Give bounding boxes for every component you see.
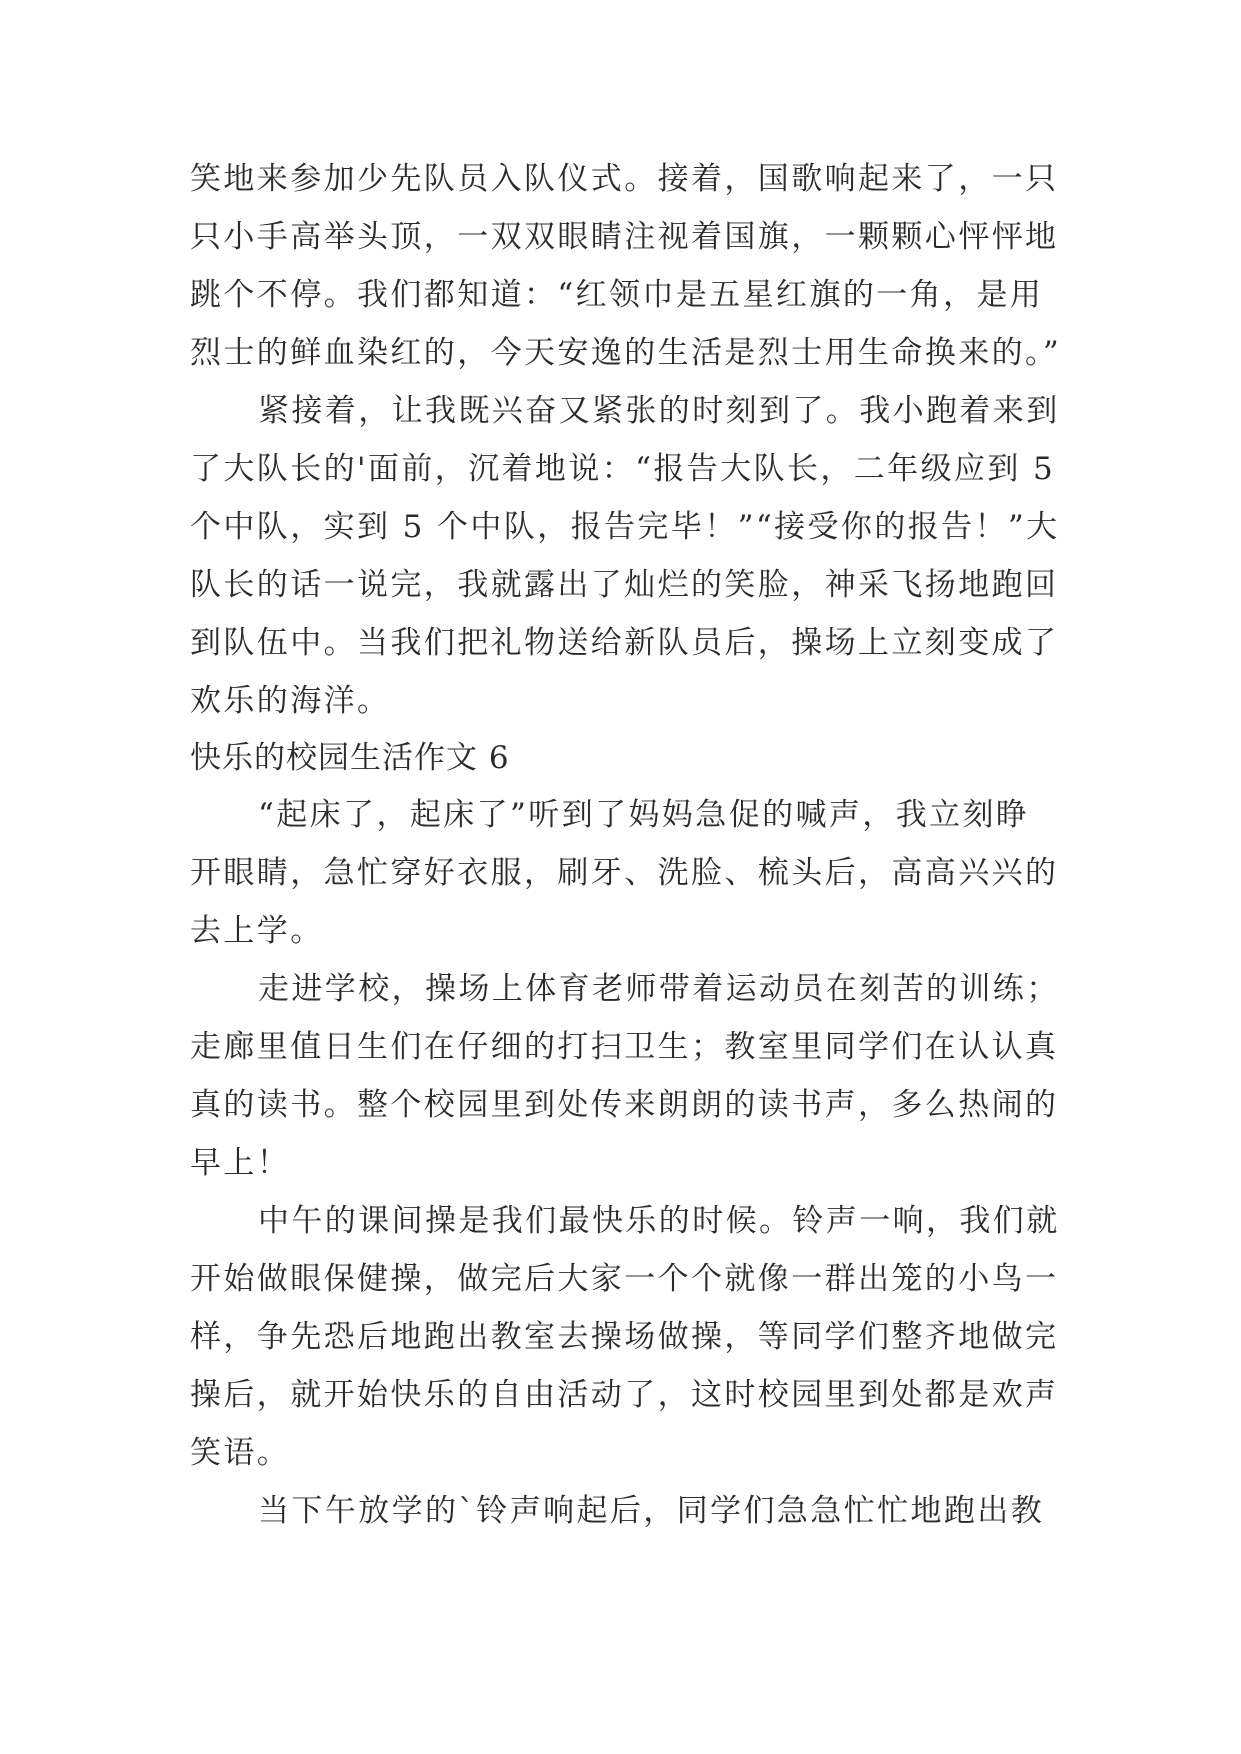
document-body <box>190 150 1062 1540</box>
text-line: 烈士的鲜血染红的，今天安逸的生活是烈士用生命换来的。” <box>190 335 1062 371</box>
paragraph <box>190 786 1059 960</box>
text-line: “起床了，起床了”听到了妈妈急促的喊声，我立刻睁 <box>258 797 1030 833</box>
text-line: 欢乐的海洋。 <box>190 683 391 719</box>
text-line: 开眼睛，急忙穿好衣服，刷牙、洗脸、梳头后，高高兴兴的 <box>190 855 1059 891</box>
text-line: 跳个不停。我们都知道：“红领巾是五星红旗的一角，是用 <box>190 277 1044 313</box>
text-line: 只小手高举头顶，一双双眼睛注视着国旗，一颗颗心怦怦地 <box>190 219 1059 255</box>
text-line: 样，争先恐后地跑出教室去操场做操，等同学们整齐地做完 <box>190 1319 1059 1355</box>
text-line: 开始做眼保健操，做完后大家一个个就像一群出笼的小鸟一 <box>190 1261 1059 1297</box>
text-line: 笑语。 <box>190 1435 291 1471</box>
text-line: 笑地来参加少先队员入队仪式。接着，国歌响起来了，一只 <box>190 161 1059 197</box>
text-line: 走进学校，操场上体育老师带着运动员在刻苦的训练； <box>258 971 1060 1007</box>
paragraph <box>190 960 1060 1192</box>
text-line: 到队伍中。当我们把礼物送给新队员后，操场上立刻变成了 <box>190 625 1059 661</box>
paragraph <box>190 1482 1050 1540</box>
text-line: 个中队，实到 5 个中队，报告完毕！”“接受你的报告！”大 <box>190 509 1060 545</box>
text-line: 早上！ <box>190 1145 291 1181</box>
paragraph <box>190 382 1060 730</box>
paragraph <box>190 1192 1060 1482</box>
text-line: 操后，就开始快乐的自由活动了，这时校园里到处都是欢声 <box>190 1377 1059 1413</box>
text-line: 紧接着，让我既兴奋又紧张的时刻到了。我小跑着来到 <box>258 393 1060 429</box>
text-line: 真的读书。整个校园里到处传来朗朗的读书声，多么热闹的 <box>190 1087 1059 1123</box>
text-line: 走廊里值日生们在仔细的打扫卫生；教室里同学们在认认真 <box>190 1029 1059 1065</box>
paragraph <box>190 150 1062 382</box>
text-line: 了大队长的'面前，沉着地说：“报告大队长，二年级应到 5 <box>190 451 1056 487</box>
section-heading: 快乐的校园生活作文 6 <box>190 740 510 776</box>
text-line: 去上学。 <box>190 913 324 949</box>
text-line: 队长的话一说完，我就露出了灿烂的笑脸，神采飞扬地跑回 <box>190 567 1059 603</box>
text-line: 中午的课间操是我们最快乐的时候。铃声一响，我们就 <box>258 1203 1060 1239</box>
text-line: 当下午放学的`铃声响起后，同学们急急忙忙地跑出教 <box>258 1493 1045 1529</box>
